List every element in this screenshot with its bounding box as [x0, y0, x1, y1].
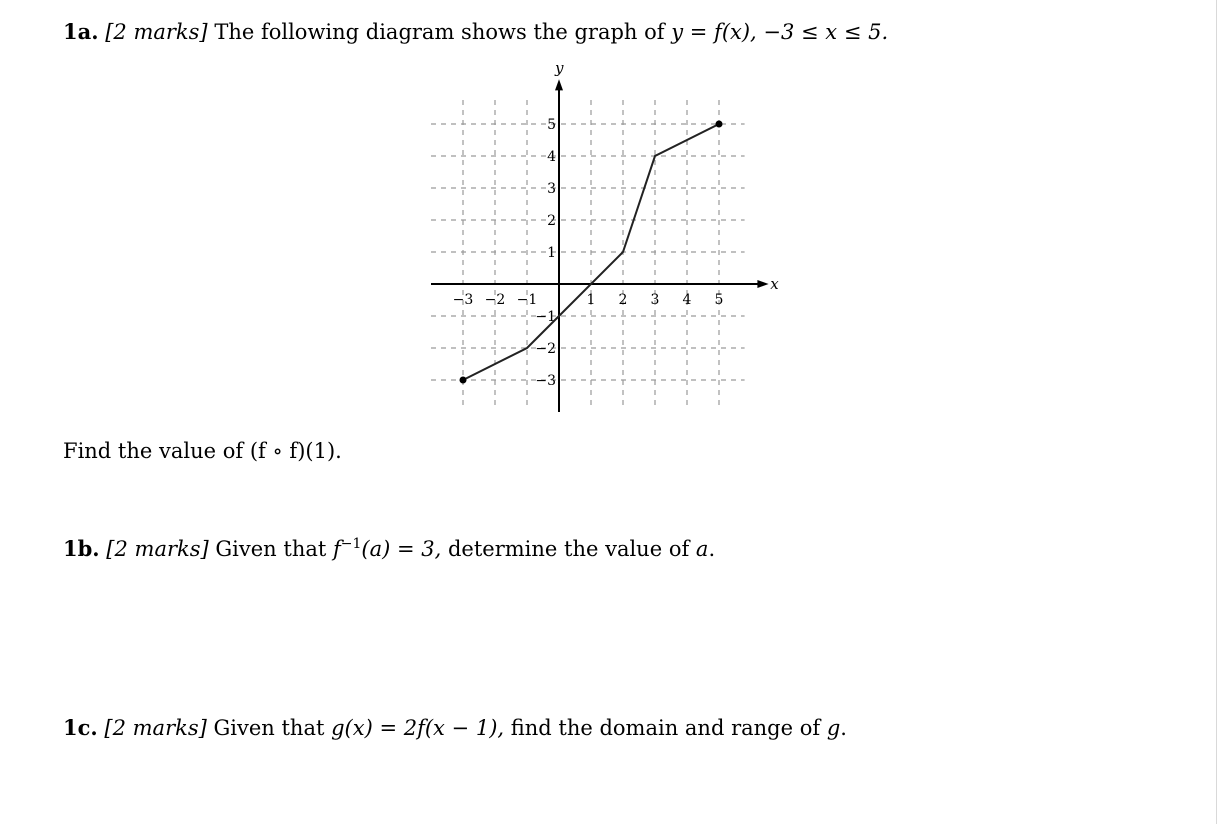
question-1b-var: a [695, 537, 709, 561]
question-1c-text-after: find the domain and range of [510, 716, 821, 740]
question-1b-text: Given that [215, 537, 327, 561]
function-graph [420, 60, 790, 420]
question-1b-math-f: f [332, 537, 341, 561]
x-tick-label: 1 [586, 292, 596, 308]
x-tick-label: 5 [714, 292, 724, 308]
endpoint-dot [716, 121, 723, 128]
y-tick-label: −2 [535, 341, 556, 357]
question-1a-marks: [2 marks] [105, 20, 208, 44]
x-tick-label: −1 [516, 292, 538, 308]
y-tick-label: 2 [547, 213, 556, 229]
question-1c-marks: [2 marks] [104, 716, 207, 740]
question-1c-period: . [840, 716, 847, 740]
question-1b-period: . [708, 537, 716, 561]
x-tick-label: −2 [484, 292, 506, 308]
y-tick-label: −1 [535, 309, 556, 325]
question-1c-line [63, 714, 847, 742]
question-1a-text: The following diagram shows the graph of [214, 20, 665, 44]
question-1a-prompt: Find the value of (f ∘ f)(1). [63, 439, 342, 463]
question-1c-var: g [826, 716, 841, 740]
y-tick-label: 3 [547, 181, 556, 197]
question-1b-text-after: determine the value of [447, 537, 690, 561]
x-tick-label: 3 [650, 292, 660, 308]
x-tick-label: 2 [618, 292, 628, 308]
question-1a-math: y = f(x), −3 ≤ x ≤ 5. [671, 20, 889, 44]
question-1c-number: 1c. [63, 715, 98, 740]
x-axis-label: x [770, 275, 779, 293]
question-1b-marks: [2 marks] [106, 537, 209, 561]
question-1b-number: 1b. [63, 536, 100, 561]
question-1b-line [63, 530, 715, 563]
question-1b-math-inverse: −1 [340, 536, 362, 552]
x-axis-arrow [757, 280, 768, 288]
y-tick-label: −3 [535, 373, 556, 389]
y-tick-label: 5 [547, 117, 556, 133]
question-1c-text: Given that [213, 716, 325, 740]
question-1a-line [63, 18, 888, 46]
y-tick-label: 4 [547, 149, 556, 165]
x-tick-label: −3 [452, 292, 474, 308]
question-1c-math: g(x) = 2f(x − 1), [331, 716, 505, 740]
endpoint-dot [460, 377, 467, 384]
x-tick-label: 4 [682, 292, 692, 308]
y-axis-label: y [555, 60, 564, 77]
question-1b-math-rest: (a) = 3, [361, 537, 442, 561]
y-axis-arrow [555, 79, 563, 90]
graph-grid [431, 100, 745, 409]
question-1a-number: 1a. [63, 19, 99, 44]
graph-axes [431, 60, 779, 412]
y-tick-label: 1 [547, 245, 556, 261]
